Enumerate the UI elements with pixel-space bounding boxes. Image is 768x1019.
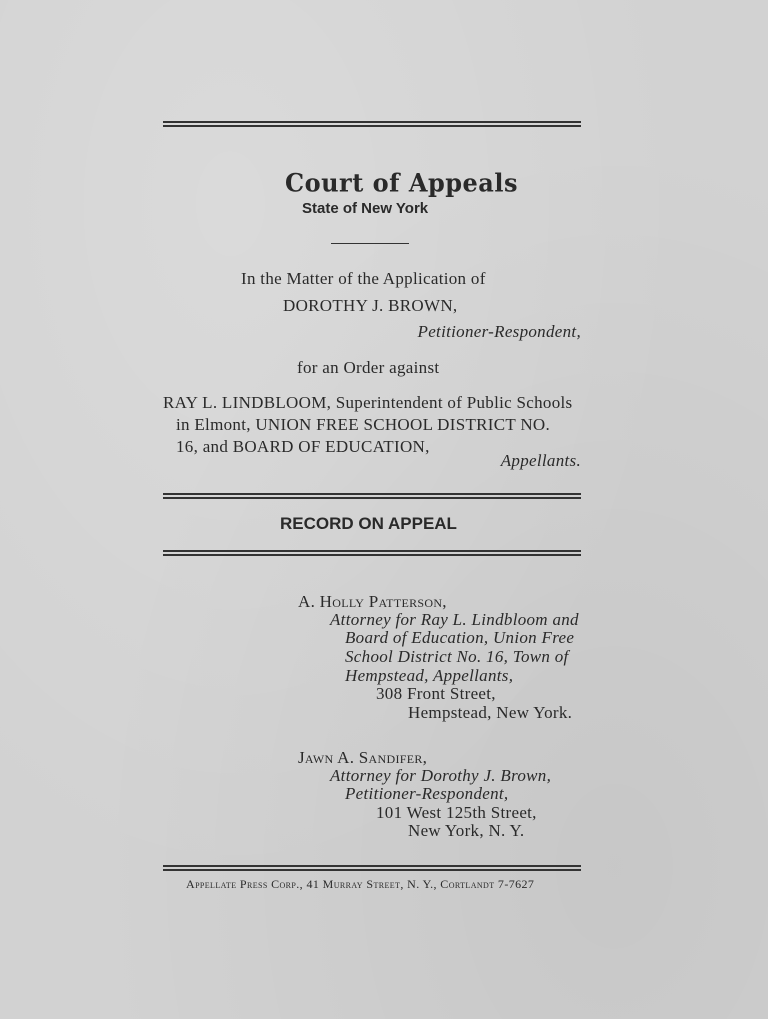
respondents-line-1: RAY L. LINDBLOOM, Superintendent of Public Schools [163,393,573,412]
respondents-line-3: 16, and BOARD OF EDUCATION, [176,437,430,456]
attorney-1-address-line-2: Hempstead, New York. [408,703,573,722]
petitioner-role: Petitioner-Respondent, [417,322,581,341]
attorney-1-role-line-4: Hempstead, Appellants, [345,666,514,685]
attorney-2-role-line-1: Attorney for Dorothy J. Brown, [330,766,552,785]
attorney-1-role-line-2: Board of Education, Union Free [345,628,575,647]
attorney-1-address-line-1: 308 Front Street, [376,684,496,703]
top-double-rule [163,121,581,127]
respondents-line-2: in Elmont, UNION FREE SCHOOL DISTRICT NO. [176,415,551,434]
record-title: RECORD ON APPEAL [280,514,457,533]
respondents-role: Appellants. [500,451,581,470]
attorney-1-role-line-3: School District No. 16, Town of [345,647,569,666]
attorney-1-role-line-1: Attorney for Ray L. Lindbloom and [330,610,579,629]
middle-double-rule-lower [163,550,581,556]
printer-footer: Appellate Press Corp., 41 Murray Street, N. Y., Cortlandt 7-7627 [186,877,535,891]
middle-double-rule-upper [163,493,581,499]
attorney-1-name: A. Holly Patterson, [298,592,447,611]
attorney-2-address-line-1: 101 West 125th Street, [376,803,537,822]
order-line: for an Order against [297,358,440,377]
court-name: Court of Appeals [285,167,518,198]
attorney-2-role-line-2: Petitioner-Respondent, [345,784,509,803]
state-name: State of New York [302,200,429,217]
attorney-2-address-line-2: New York, N. Y. [408,821,525,840]
short-divider [331,243,409,244]
petitioner-name: DOROTHY J. BROWN, [283,296,458,315]
matter-line: In the Matter of the Application of [241,269,486,288]
bottom-double-rule [163,865,581,871]
attorney-2-name: Jawn A. Sandifer, [298,748,428,767]
